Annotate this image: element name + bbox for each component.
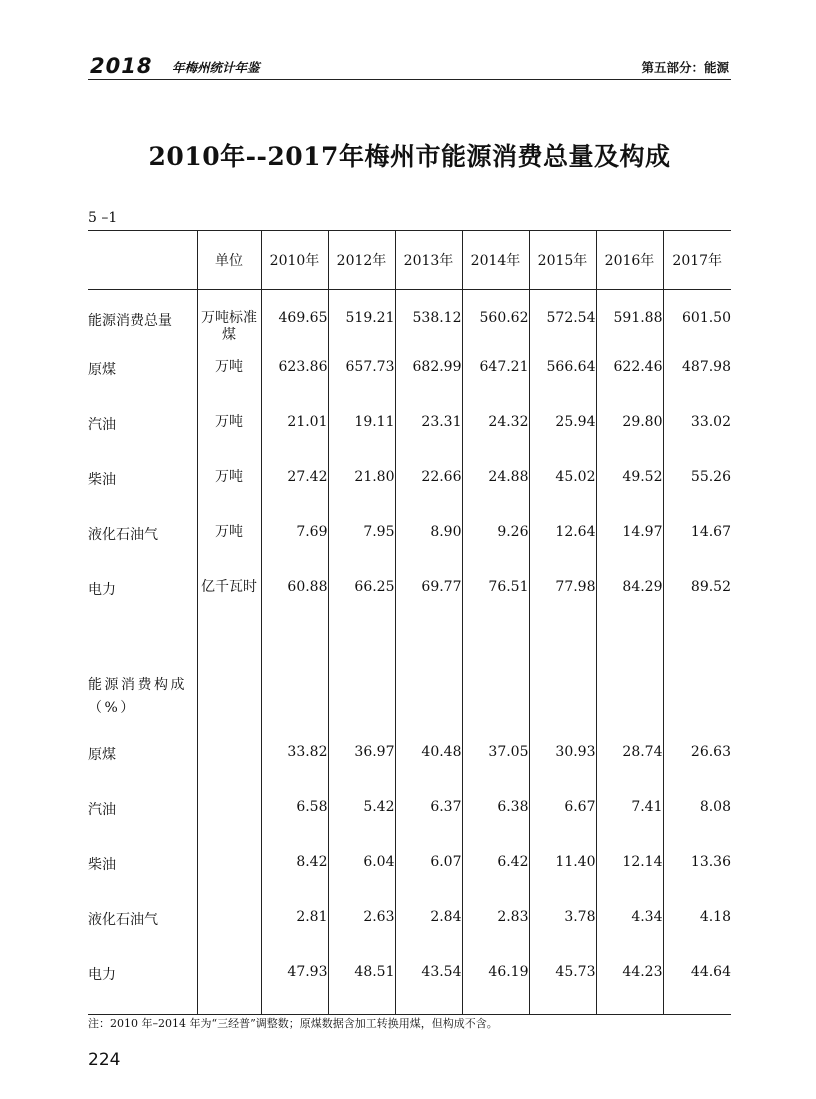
cell-value: 46.19	[462, 964, 529, 1015]
cell-value: 48.51	[328, 964, 395, 1015]
row-unit: 万吨	[197, 414, 261, 469]
cell-value: 43.54	[395, 964, 462, 1015]
cell-value: 37.05	[462, 744, 529, 799]
cell-value: 9.26	[462, 524, 529, 579]
cell-value: 30.93	[529, 744, 596, 799]
table-row	[88, 744, 731, 799]
cell-value: 21.80	[328, 469, 395, 524]
cell-value: 7.41	[596, 799, 663, 854]
cell-value: 33.82	[261, 744, 328, 799]
cell-value: 647.21	[462, 359, 529, 414]
column-header: 2014年	[462, 231, 529, 290]
cell-value: 572.54	[529, 290, 596, 360]
cell-value: 2.63	[328, 909, 395, 964]
cell-value: 49.52	[596, 469, 663, 524]
cell-value: 538.12	[395, 290, 462, 360]
cell-value: 2.83	[462, 909, 529, 964]
row-label: 电力	[88, 964, 197, 1015]
cell-value: 45.02	[529, 469, 596, 524]
cell-value: 84.29	[596, 579, 663, 634]
column-header: 2015年	[529, 231, 596, 290]
column-header: 单位	[197, 231, 261, 290]
cell-value: 6.04	[328, 854, 395, 909]
cell-value: 657.73	[328, 359, 395, 414]
energy-table	[88, 230, 731, 1015]
column-header: 2013年	[395, 231, 462, 290]
cell-value: 12.64	[529, 524, 596, 579]
table-row	[88, 359, 731, 414]
table-number: 5 –1	[88, 210, 118, 226]
row-label: 原煤	[88, 747, 116, 763]
cell-value: 76.51	[462, 579, 529, 634]
cell-value: 487.98	[663, 359, 731, 414]
cell-value: 11.40	[529, 854, 596, 909]
cell-value: 622.46	[596, 359, 663, 414]
table-row	[88, 414, 731, 469]
cell-value: 6.37	[395, 799, 462, 854]
page-number: 224	[88, 1050, 121, 1070]
cell-value: 69.77	[395, 579, 462, 634]
row-label: 能源消费总量	[88, 313, 172, 329]
cell-value: 14.67	[663, 524, 731, 579]
cell-value: 19.11	[328, 414, 395, 469]
table-row	[88, 290, 731, 360]
cell-value: 6.58	[261, 799, 328, 854]
header-blank	[88, 231, 197, 290]
cell-value: 27.42	[261, 469, 328, 524]
cell-value: 12.14	[596, 854, 663, 909]
cell-value: 22.66	[395, 469, 462, 524]
cell-value: 5.42	[328, 799, 395, 854]
cell-value: 566.64	[529, 359, 596, 414]
cell-value: 7.69	[261, 524, 328, 579]
row-label: 汽油	[88, 417, 116, 433]
row-label: 柴油	[88, 472, 116, 488]
row-label: 柴油	[88, 857, 116, 873]
row-label: 液化石油气	[88, 527, 158, 543]
cell-value: 682.99	[395, 359, 462, 414]
section-label-cell	[88, 634, 197, 744]
cell-value: 40.48	[395, 744, 462, 799]
table-row	[88, 524, 731, 579]
row-label: 液化石油气	[88, 912, 158, 928]
table-header-row	[88, 231, 731, 290]
row-unit: 亿千瓦时	[197, 579, 261, 634]
table-row	[88, 579, 731, 634]
column-header: 2016年	[596, 231, 663, 290]
cell-value: 7.95	[328, 524, 395, 579]
row-unit: 万吨	[197, 359, 261, 414]
cell-value: 623.86	[261, 359, 328, 414]
cell-value: 44.64	[663, 964, 731, 1015]
column-header: 2010年	[261, 231, 328, 290]
cell-value: 2.81	[261, 909, 328, 964]
cell-value: 3.78	[529, 909, 596, 964]
table-row	[88, 469, 731, 524]
cell-value: 2.84	[395, 909, 462, 964]
page-title: 2010年--2017年梅州市能源消费总量及构成	[148, 142, 671, 171]
header-section: 第五部分：能源	[641, 60, 729, 75]
table-row	[88, 964, 731, 1015]
row-label: 汽油	[88, 802, 116, 818]
cell-value: 4.34	[596, 909, 663, 964]
cell-value: 8.90	[395, 524, 462, 579]
cell-value: 23.31	[395, 414, 462, 469]
column-header: 2012年	[328, 231, 395, 290]
cell-value: 14.97	[596, 524, 663, 579]
cell-value: 24.88	[462, 469, 529, 524]
row-unit: 万吨	[197, 524, 261, 579]
cell-value: 60.88	[261, 579, 328, 634]
cell-value: 29.80	[596, 414, 663, 469]
column-header: 2017年	[663, 231, 731, 290]
cell-value: 8.08	[663, 799, 731, 854]
cell-value: 55.26	[663, 469, 731, 524]
row-label: 原煤	[88, 362, 116, 378]
cell-value: 25.94	[529, 414, 596, 469]
cell-value: 13.36	[663, 854, 731, 909]
cell-value: 519.21	[328, 290, 395, 360]
cell-value: 26.63	[663, 744, 731, 799]
cell-value: 47.93	[261, 964, 328, 1015]
cell-value: 36.97	[328, 744, 395, 799]
cell-value: 44.23	[596, 964, 663, 1015]
cell-value: 469.65	[261, 290, 328, 360]
running-header	[88, 52, 731, 80]
cell-value: 89.52	[663, 579, 731, 634]
cell-value: 77.98	[529, 579, 596, 634]
row-unit: 万吨标准煤	[197, 290, 261, 360]
cell-value: 6.42	[462, 854, 529, 909]
table-row	[88, 909, 731, 964]
cell-value: 24.32	[462, 414, 529, 469]
table-row	[88, 799, 731, 854]
cell-value: 21.01	[261, 414, 328, 469]
row-label: 电力	[88, 582, 116, 598]
row-unit: 万吨	[197, 469, 261, 524]
cell-value: 8.42	[261, 854, 328, 909]
header-book-title: 年梅州统计年鉴	[172, 60, 260, 75]
cell-value: 28.74	[596, 744, 663, 799]
table-footnote: 注：2010 年–2014 年为“三经普”调整数；原煤数据含加工转换用煤，但构成不含。	[88, 1017, 498, 1030]
header-year: 2018	[90, 54, 153, 78]
cell-value: 591.88	[596, 290, 663, 360]
cell-value: 4.18	[663, 909, 731, 964]
cell-value: 6.67	[529, 799, 596, 854]
table-row	[88, 854, 731, 909]
cell-value: 66.25	[328, 579, 395, 634]
cell-value: 6.38	[462, 799, 529, 854]
section-row	[88, 634, 731, 744]
cell-value: 45.73	[529, 964, 596, 1015]
cell-value: 6.07	[395, 854, 462, 909]
cell-value: 601.50	[663, 290, 731, 360]
cell-value: 560.62	[462, 290, 529, 360]
section-label: 能源消费构成（%）	[88, 677, 187, 716]
cell-value: 33.02	[663, 414, 731, 469]
